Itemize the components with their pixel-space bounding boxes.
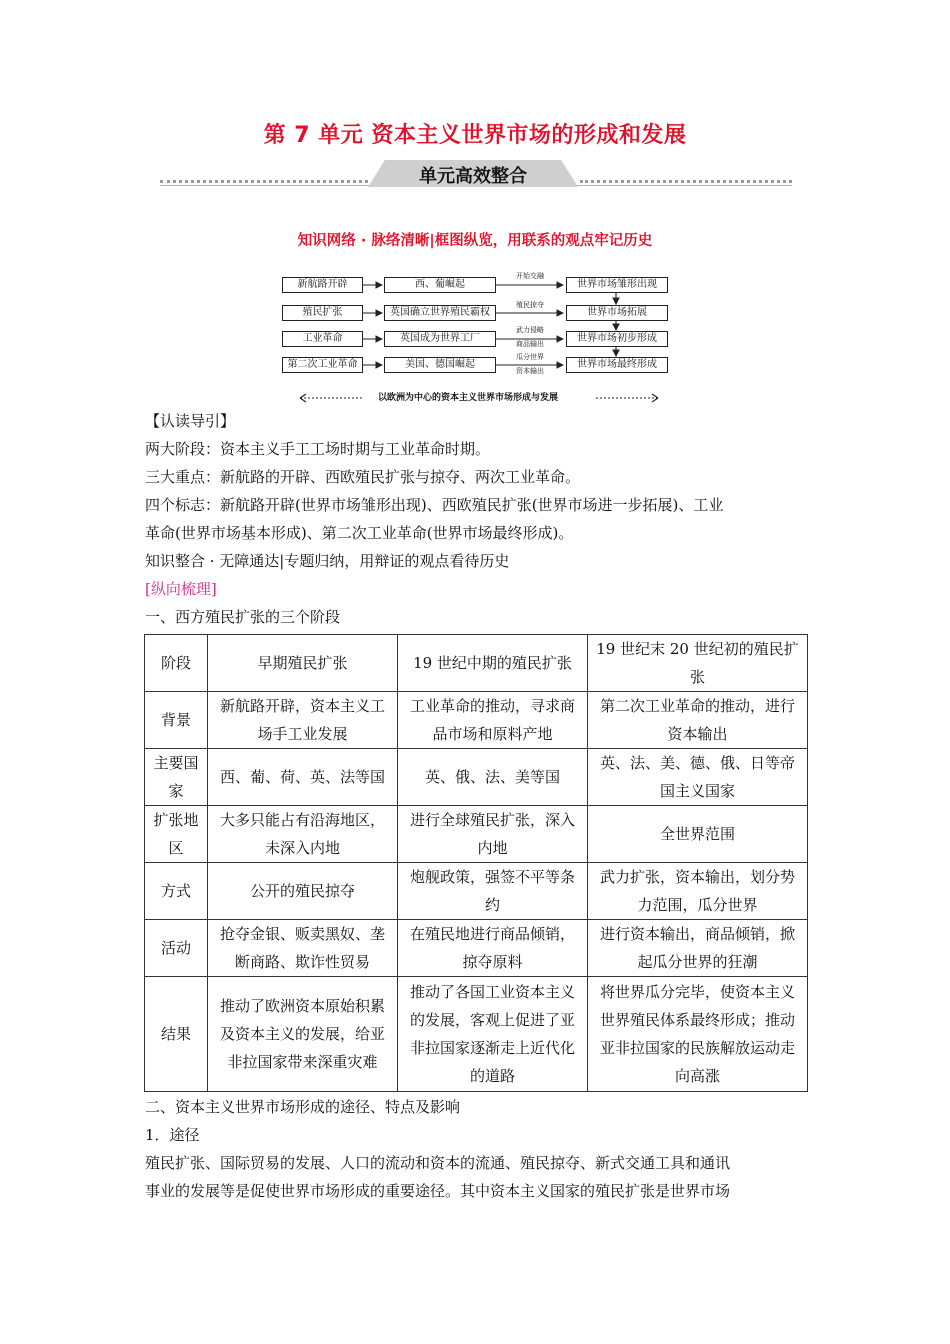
banner-label: 单元高效整合 <box>419 166 527 187</box>
diagram-box-mid-1: 西、葡崛起 <box>384 277 496 293</box>
table-cell: 第二次工业革命的推动，进行资本输出 <box>588 692 808 749</box>
diagram-box-mid-3: 英国成为世界工厂 <box>384 331 496 347</box>
table-cell: 推动了欧洲资本原始积累及资本主义的发展，给亚非拉国家带来深重灾难 <box>208 977 398 1092</box>
diagram-box-left-1: 新航路开辟 <box>282 277 363 293</box>
table-cell: 19 世纪末 20 世纪初的殖民扩张 <box>588 635 808 692</box>
diagram-box-right-1: 世界市场雏形出现 <box>566 277 668 293</box>
section-heading-2: 二、资本主义世界市场形成的途径、特点及影响 <box>145 1098 461 1116</box>
table-cell: 全世界范围 <box>588 806 808 863</box>
paragraph-line-1: 殖民扩张、国际贸易的发展、人口的流动和资本的流通、殖民掠夺、新式交通工具和通讯 <box>145 1154 731 1172</box>
subheading-1: 1．途径 <box>145 1126 200 1144</box>
knowledge-diagram <box>278 268 678 410</box>
diagram-arrow-label-2: 殖民掠夺 <box>516 301 544 309</box>
table-cell: 主要国家 <box>145 749 208 806</box>
network-heading: 知识网络 · 脉络清晰|框图纵览，用联系的观点牢记历史 <box>297 233 653 249</box>
guide-line-4: 革命(世界市场基本形成)、第二次工业革命(世界市场最终形成)。 <box>145 524 574 542</box>
guide-line-1: 两大阶段：资本主义手工工场时期与工业革命时期。 <box>145 440 491 458</box>
banner-dots-right <box>580 180 792 183</box>
table-cell: 进行全球殖民扩张，深入内地 <box>398 806 588 863</box>
diagram-arrow-label-3b: 商品输出 <box>516 340 544 348</box>
diagram-arrow-label-3: 武力侵略 <box>516 326 544 334</box>
table-cell: 西、葡、荷、英、法等国 <box>208 749 398 806</box>
table-cell: 结果 <box>145 977 208 1092</box>
table-cell: 英、法、美、德、俄、日等帝国主义国家 <box>588 749 808 806</box>
table-cell: 活动 <box>145 920 208 977</box>
table-row <box>145 977 808 1092</box>
table-cell: 抢夺金银、贩卖黑奴、垄断商路、欺诈性贸易 <box>208 920 398 977</box>
section-banner <box>160 160 792 194</box>
diagram-box-right-3: 世界市场初步形成 <box>566 331 668 347</box>
diagram-box-mid-4: 美国、德国崛起 <box>384 357 496 373</box>
integration-heading: 知识整合 · 无障通达|专题归纳，用辩证的观点看待历史 <box>145 552 510 570</box>
table-row <box>145 920 808 977</box>
diagram-box-left-4: 第二次工业革命 <box>282 357 363 373</box>
table-cell: 在殖民地进行商品倾销，掠夺原料 <box>398 920 588 977</box>
table-cell: 公开的殖民掠夺 <box>208 863 398 920</box>
table-cell: 将世界瓜分完毕，使资本主义世界殖民体系最终形成；推动亚非拉国家的民族解放运动走向高涨 <box>588 977 808 1092</box>
diagram-box-right-2: 世界市场拓展 <box>566 305 668 321</box>
guide-line-2: 三大重点：新航路的开辟、西欧殖民扩张与掠夺、两次工业革命。 <box>145 468 581 486</box>
diagram-box-right-4: 世界市场最终形成 <box>566 357 668 373</box>
table-cell: 推动了各国工业资本主义的发展，客观上促进了亚非拉国家逐渐走上近代化的道路 <box>398 977 588 1092</box>
table-cell: 背景 <box>145 692 208 749</box>
diagram-box-left-3: 工业革命 <box>282 331 363 347</box>
table-cell: 新航路开辟，资本主义工场手工业发展 <box>208 692 398 749</box>
paragraph-line-2: 事业的发展等是促使世界市场形成的重要途径。其中资本主义国家的殖民扩张是世界市场 <box>145 1182 731 1200</box>
page-title: 第 7 单元 资本主义世界市场的形成和发展 <box>263 123 687 148</box>
diagram-box-mid-2: 英国确立世界殖民霸权 <box>384 305 496 321</box>
diagram-box-left-2: 殖民扩张 <box>282 305 363 321</box>
table-row <box>145 806 808 863</box>
diagram-arrow-label-4: 瓜分世界 <box>516 353 544 361</box>
guide-line-3: 四个标志：新航路开辟(世界市场雏形出现)、西欧殖民扩张(世界市场进一步拓展)、工业 <box>145 496 724 514</box>
diagram-caption: 以欧洲为中心的资本主义世界市场形成与发展 <box>378 393 559 403</box>
table-cell: 方式 <box>145 863 208 920</box>
table-cell: 大多只能占有沿海地区，未深入内地 <box>208 806 398 863</box>
table-row <box>145 692 808 749</box>
section-tag: [纵向梳理] <box>145 580 217 598</box>
table-cell: 进行资本输出，商品倾销，掀起瓜分世界的狂潮 <box>588 920 808 977</box>
table-cell: 早期殖民扩张 <box>208 635 398 692</box>
section-heading-1: 一、西方殖民扩张的三个阶段 <box>145 608 341 626</box>
table-cell: 英、俄、法、美等国 <box>398 749 588 806</box>
table-row <box>145 749 808 806</box>
table-cell: 19 世纪中期的殖民扩张 <box>398 635 588 692</box>
colonial-expansion-table <box>144 634 808 1092</box>
table-cell: 炮舰政策，强签不平等条约 <box>398 863 588 920</box>
table-cell: 阶段 <box>145 635 208 692</box>
table-row <box>145 863 808 920</box>
table-cell: 扩张地区 <box>145 806 208 863</box>
table-header-row <box>145 635 808 692</box>
table-cell: 工业革命的推动，寻求商品市场和原料产地 <box>398 692 588 749</box>
guide-heading: 【认读导引】 <box>145 412 236 430</box>
table-cell: 武力扩张，资本输出，划分势力范围，瓜分世界 <box>588 863 808 920</box>
diagram-arrow-label-1: 开始交融 <box>516 272 544 280</box>
diagram-arrow-label-4b: 资本输出 <box>516 367 544 375</box>
banner-dots-left <box>160 180 368 183</box>
